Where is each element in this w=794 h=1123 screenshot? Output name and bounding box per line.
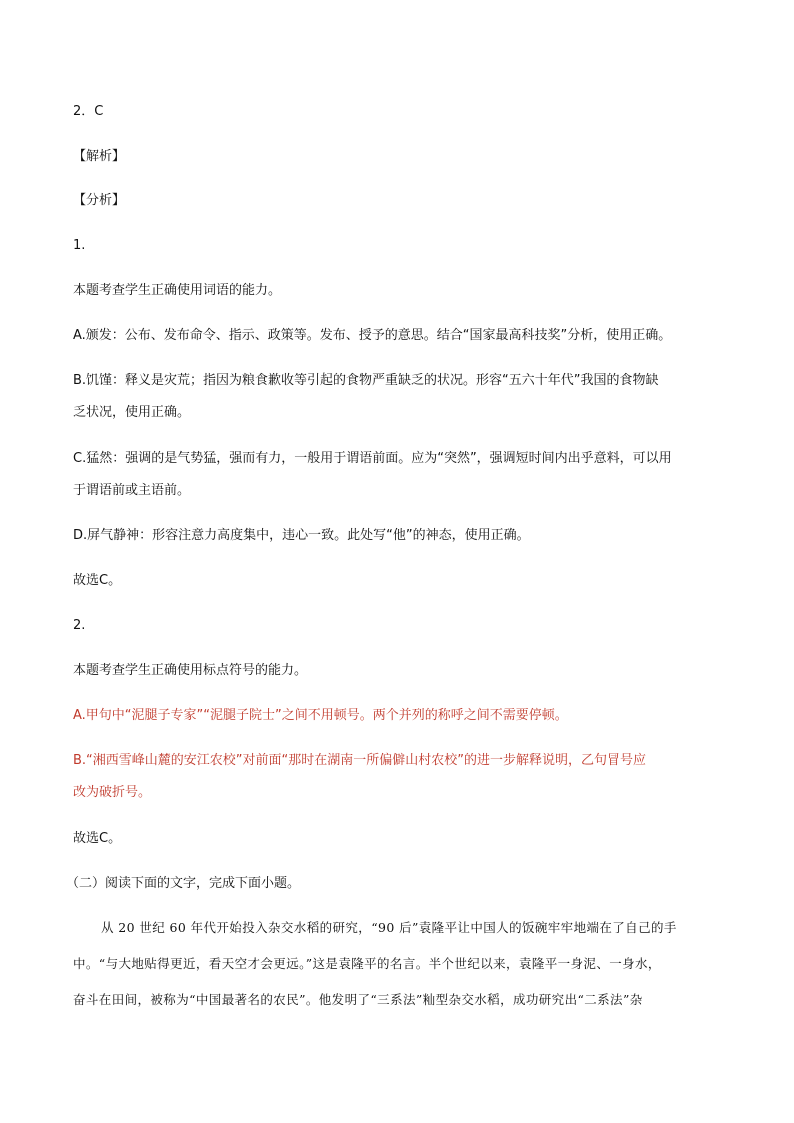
answer-header: 2．C	[73, 104, 104, 119]
part2-intro: 本题考查学生正确使用标点符号的能力。	[73, 663, 308, 678]
part2-option-b-line2: 改为破折号。	[73, 785, 152, 800]
part1-option-c-line1: C.猛然：强调的是气势猛，强而有力，一般用于谓语前面。应为“突然”，强调短时间内出乎意料，可以用	[73, 451, 672, 466]
part1-option-b-line1: B.饥馑：释义是灾荒；指因为粮食歉收等引起的食物严重缺乏的状况。形容“五六十年代”我国的食物缺	[73, 373, 659, 388]
part1-intro: 本题考查学生正确使用词语的能力。	[73, 283, 282, 298]
part2-option-a: A.甲句中“泥腿子专家”“泥腿子院士”之间不用顿号。两个并列的称呼之间不需要停顿。	[73, 708, 568, 723]
part1-conclusion: 故选C。	[73, 573, 122, 588]
passage-line-1: 从 20 世纪 60 年代开始投入杂交水稻的研究，“90 后”袁隆平让中国人的饭碗牢牢地端在了自己的手	[101, 920, 677, 935]
jiexi-label: 【解析】	[73, 149, 126, 164]
part2-option-b-line1: B.“湘西雪峰山麓的安江农校”对前面“那时在湖南一所偏僻山村农校”的进一步解释说明，乙句冒号应	[73, 753, 646, 768]
part1-number: 1.	[73, 238, 86, 253]
part1-option-c-line2: 于谓语前或主语前。	[73, 483, 191, 498]
part1-option-a: A.颁发：公布、发布命令、指示、政策等。发布、授予的意思。结合“国家最高科技奖”分析，使用正确。	[73, 328, 672, 343]
passage-line-3: 奋斗在田间，被称为“中国最著名的农民”。他发明了“三系法”籼型杂交水稻，成功研究出“二系法”杂	[73, 992, 643, 1007]
passage-line-2: 中。“与大地贴得更近，看天空才会更远。”这是袁隆平的名言。半个世纪以来，袁隆平一身泥、一身水，	[73, 956, 661, 971]
fenxi-label: 【分析】	[73, 193, 126, 208]
part1-option-d: D.屏气静神：形容注意力高度集中，违心一致。此处写“他”的神态，使用正确。	[73, 528, 530, 543]
part2-number: 2.	[73, 618, 86, 633]
part1-option-b-line2: 乏状况，使用正确。	[73, 405, 191, 420]
part2-conclusion: 故选C。	[73, 831, 122, 846]
section-two-heading: （二）阅读下面的文字，完成下面小题。	[66, 876, 301, 891]
